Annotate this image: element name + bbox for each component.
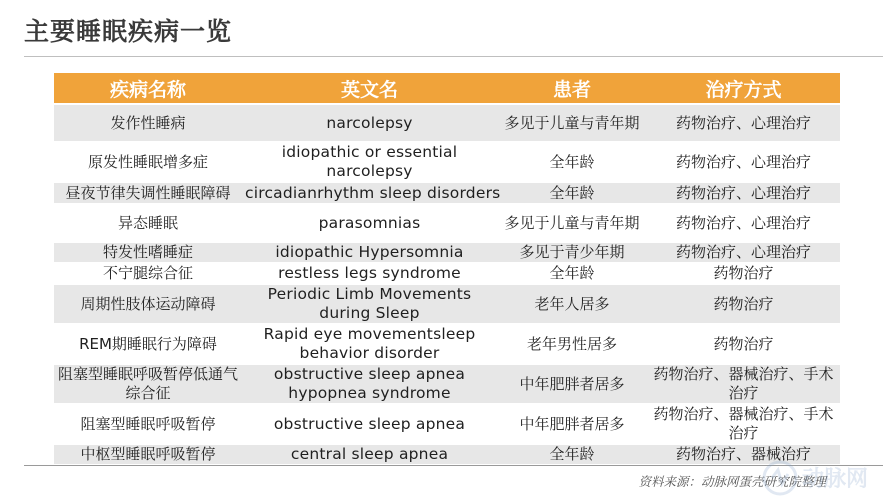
cell-english-name: circadianrhythm sleep disorders xyxy=(242,183,497,203)
cell-disease-name: 特发性嗜睡症 xyxy=(54,243,242,262)
cell-disease-name: REM期睡眠行为障碍 xyxy=(54,325,242,363)
footer-divider xyxy=(24,465,883,466)
cell-treatment: 药物治疗 xyxy=(647,325,840,363)
table-row xyxy=(54,405,840,443)
cell-english-name: obstructive sleep apnea hypopnea syndrome xyxy=(242,365,497,403)
cell-english-name: narcolepsy xyxy=(242,105,497,141)
cell-patients: 多见于儿童与青年期 xyxy=(497,205,647,241)
table-row xyxy=(54,325,840,363)
cell-patients: 全年龄 xyxy=(497,183,647,203)
cell-treatment: 药物治疗、心理治疗 xyxy=(647,243,840,262)
header-patients: 患者 xyxy=(497,73,647,103)
header-disease-name: 疾病名称 xyxy=(54,73,242,103)
title-divider xyxy=(24,56,883,57)
cell-english-name: restless legs syndrome xyxy=(242,264,497,283)
cell-patients: 多见于儿童与青年期 xyxy=(497,105,647,141)
table-row xyxy=(54,205,840,241)
cell-patients: 老年人居多 xyxy=(497,285,647,323)
cell-english-name: parasomnias xyxy=(242,205,497,241)
cell-english-name: idiopathic Hypersomnia xyxy=(242,243,497,262)
cell-disease-name: 发作性睡病 xyxy=(54,105,242,141)
cell-english-name: central sleep apnea xyxy=(242,445,497,464)
cell-treatment: 药物治疗、心理治疗 xyxy=(647,143,840,181)
table-row xyxy=(54,285,840,323)
cell-treatment: 药物治疗、器械治疗、手术治疗 xyxy=(647,365,840,403)
table-row xyxy=(54,183,840,203)
cell-patients: 全年龄 xyxy=(497,445,647,464)
cell-disease-name: 不宁腿综合征 xyxy=(54,264,242,283)
vcbeat-watermark-logo xyxy=(760,456,880,500)
cell-treatment: 药物治疗、器械治疗 xyxy=(647,445,840,464)
cell-patients: 老年男性居多 xyxy=(497,325,647,363)
source-note: 资料来源：动脉网蛋壳研究院整理 xyxy=(638,474,826,489)
table-row xyxy=(54,143,840,181)
cell-english-name: Rapid eye movementsleep behavior disorder xyxy=(242,325,497,363)
table-row xyxy=(54,243,840,262)
header-english-name: 英文名 xyxy=(242,73,497,103)
cell-disease-name: 昼夜节律失调性睡眠障碍 xyxy=(54,183,242,203)
table-row xyxy=(54,445,840,464)
page-title: 主要睡眠疾病一览 xyxy=(24,17,233,46)
watermark-text: 动脉网 xyxy=(802,467,869,492)
cell-disease-name: 阻塞型睡眠呼吸暂停低通气综合征 xyxy=(54,365,242,403)
cell-treatment: 药物治疗、心理治疗 xyxy=(647,205,840,241)
table-row xyxy=(54,105,840,141)
table-row xyxy=(54,264,840,283)
cell-disease-name: 异态睡眠 xyxy=(54,205,242,241)
cell-disease-name: 原发性睡眠增多症 xyxy=(54,143,242,181)
cell-english-name: obstructive sleep apnea xyxy=(242,405,497,443)
cell-treatment: 药物治疗、器械治疗、手术治疗 xyxy=(647,405,840,443)
cell-disease-name: 中枢型睡眠呼吸暂停 xyxy=(54,445,242,464)
cell-treatment: 药物治疗 xyxy=(647,285,840,323)
cell-english-name: idiopathic or essential narcolepsy xyxy=(242,143,497,181)
cell-treatment: 药物治疗 xyxy=(647,264,840,283)
cell-patients: 多见于青少年期 xyxy=(497,243,647,262)
cell-patients: 中年肥胖者居多 xyxy=(497,365,647,403)
table-header-row xyxy=(54,73,840,103)
table-row xyxy=(54,365,840,403)
cell-disease-name: 周期性肢体运动障碍 xyxy=(54,285,242,323)
cell-english-name: Periodic Limb Movements during Sleep xyxy=(242,285,497,323)
header-treatment: 治疗方式 xyxy=(647,73,840,103)
cell-patients: 中年肥胖者居多 xyxy=(497,405,647,443)
sleep-disorder-table xyxy=(54,71,840,466)
cell-treatment: 药物治疗、心理治疗 xyxy=(647,105,840,141)
cell-patients: 全年龄 xyxy=(497,264,647,283)
cell-treatment: 药物治疗、心理治疗 xyxy=(647,183,840,203)
cell-disease-name: 阻塞型睡眠呼吸暂停 xyxy=(54,405,242,443)
cell-patients: 全年龄 xyxy=(497,143,647,181)
